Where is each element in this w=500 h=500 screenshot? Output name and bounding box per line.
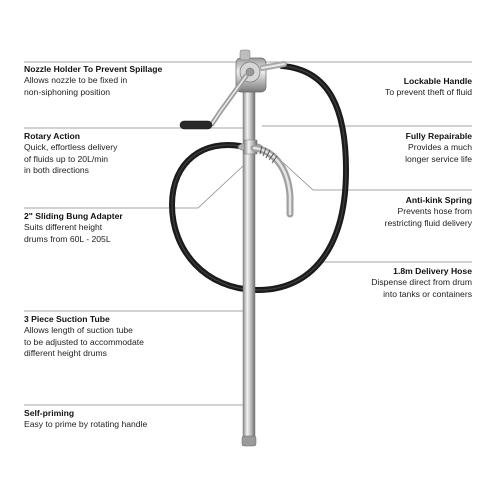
- callout-title: Anti-kink Spring: [405, 195, 472, 205]
- callout-title: Fully Repairable: [405, 131, 472, 141]
- callout-title: Nozzle Holder To Prevent Spillage: [24, 64, 163, 74]
- callout-title: 3 Piece Suction Tube: [24, 314, 110, 324]
- callout-body: To prevent theft of fluid: [385, 87, 472, 98]
- callout-body: Prevents hose from restricting fluid delivery: [384, 206, 472, 228]
- callout-anti-kink-spring: [272, 195, 472, 229]
- callout-body: Allows length of suction tube to be adjusted to accommodate different height drums: [24, 325, 144, 359]
- callout-body: Suits different height drums from 60L - 205L: [24, 222, 111, 244]
- suction-tube: [243, 80, 255, 442]
- callout-fully-repairable: [272, 131, 472, 165]
- callout-lockable-handle: [272, 76, 472, 99]
- callout-body: Quick, effortless delivery of fluids up to 20L/min in both directions: [24, 142, 118, 176]
- suction-tube-end: [242, 436, 256, 446]
- callout-title: Lockable Handle: [403, 76, 472, 86]
- handle-grip: [180, 121, 212, 129]
- callout-body: Provides a much longer service life: [405, 142, 472, 164]
- callout-body: Easy to prime by rotating handle: [24, 419, 148, 430]
- callout-rotary-action: [24, 131, 224, 177]
- callout-title: Rotary Action: [24, 131, 81, 141]
- callout-suction-tube: [24, 314, 224, 360]
- delivery-hose: [172, 66, 346, 290]
- callout-title: Self-priming: [24, 408, 75, 418]
- callout-nozzle-holder: [24, 64, 224, 98]
- callout-bung-adapter: [24, 211, 224, 245]
- callout-body: Dispense direct from drum into tanks or containers: [371, 277, 472, 299]
- callout-body: Allows nozzle to be fixed in non-siphoning position: [24, 75, 128, 97]
- callout-title: 2" Sliding Bung Adapter: [24, 211, 123, 221]
- callout-self-priming: [24, 408, 224, 431]
- callout-delivery-hose: [272, 266, 472, 300]
- callout-title: 1.8m Delivery Hose: [393, 266, 472, 276]
